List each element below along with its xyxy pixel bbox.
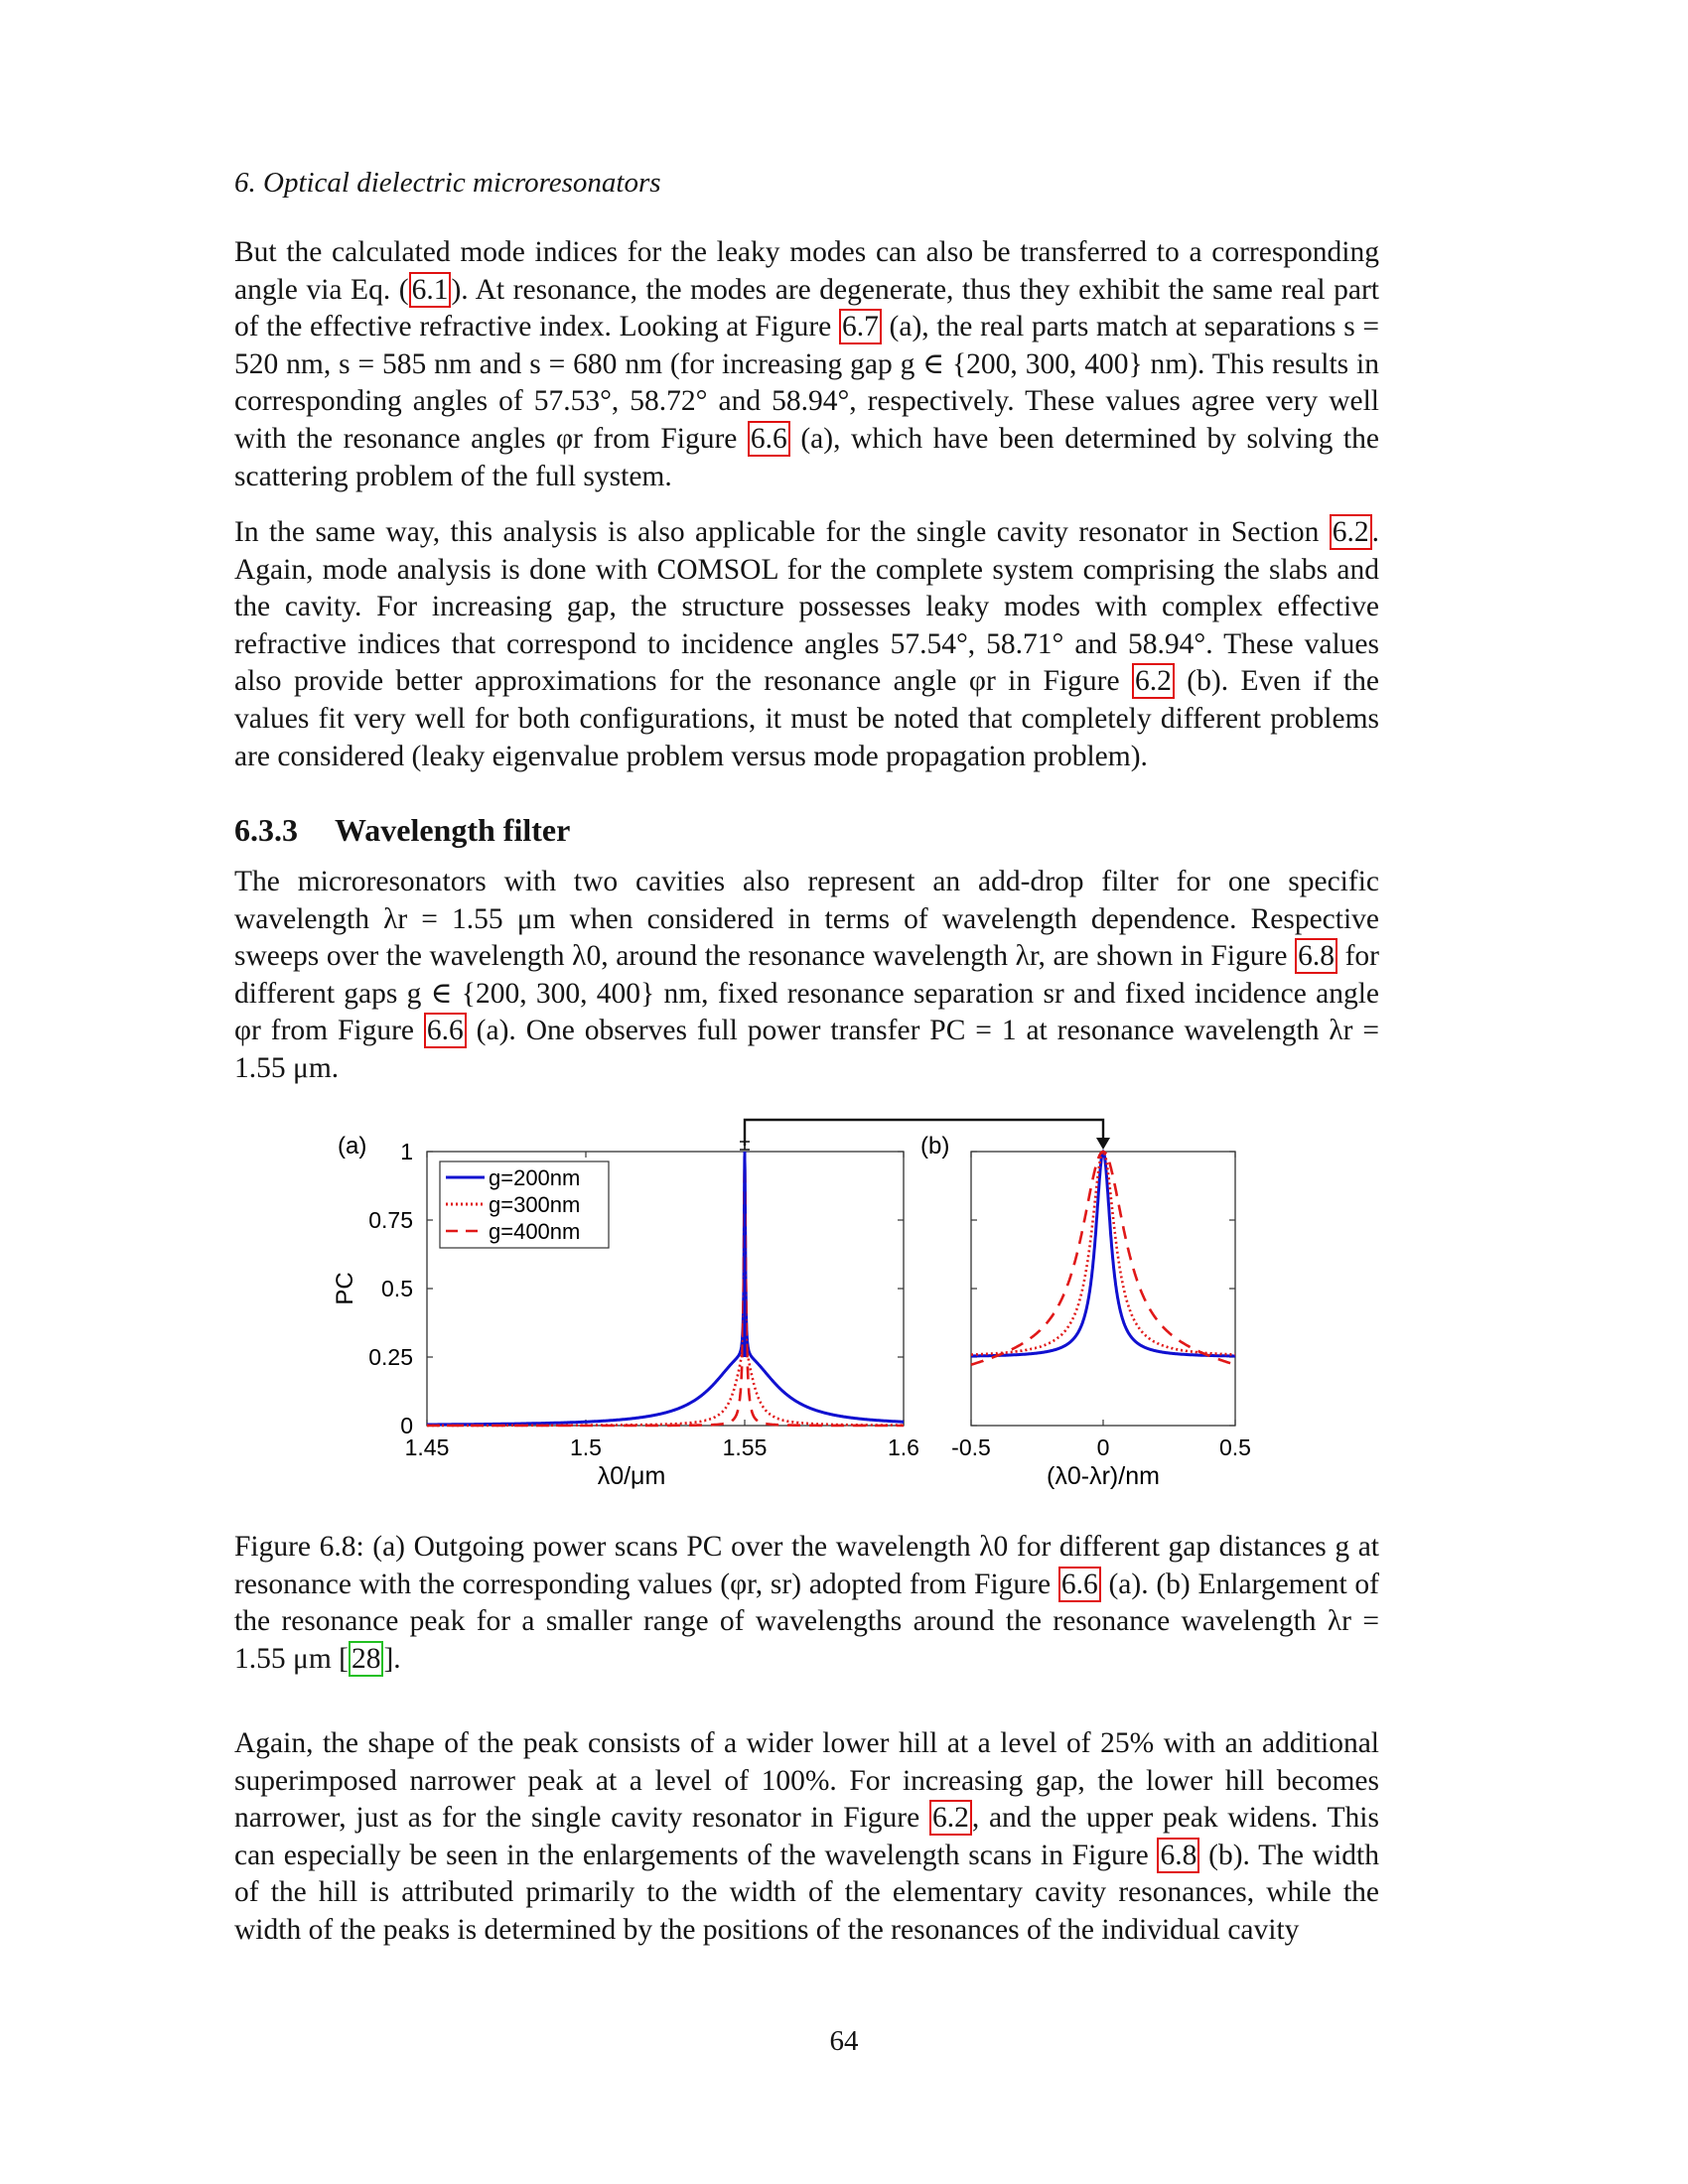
figure-link[interactable]: 6.6 — [424, 1013, 467, 1048]
section-number: 6.3.3 — [234, 812, 298, 848]
y-tick-label: 0.5 — [381, 1276, 413, 1301]
series-line-g=200nm — [971, 1152, 1235, 1356]
y-tick-label: 0.75 — [368, 1207, 413, 1233]
panel-b-frame — [971, 1152, 1235, 1426]
x-tick-label: 1.5 — [570, 1434, 602, 1460]
zoom-bracket — [740, 1142, 750, 1150]
x-tick-label: 1.55 — [722, 1434, 768, 1460]
paragraph-4: Again, the shape of the peak consists of a wider lower hill at a level of 25% with an additional superimposed narrower peak at a level of 100%. For increasing gap, the lower hill becomes narrower, just as for the single cavity resonator in Figure 6.2 , and the upper peak widens. This can especially be seen in the enlargements of the wavelength scans in Figure 6.8 (b). The width of the hill is attributed primarily to the width of the elementary cavity resonances, while the width of the peaks is determined by the positions of the resonances of the individual cavity — [234, 1727, 1379, 1946]
legend-label: g=200nm — [489, 1165, 581, 1190]
series-line-g=400nm — [971, 1152, 1235, 1365]
equation-link[interactable]: 6.1 — [409, 272, 452, 308]
legend-label: g=300nm — [489, 1192, 581, 1217]
legend — [440, 1161, 609, 1248]
figure-link[interactable]: 6.2 — [1132, 663, 1175, 699]
panel-b-label: (b) — [920, 1133, 950, 1160]
section-link[interactable]: 6.2 — [1330, 514, 1372, 550]
x-tick-label: -0.5 — [951, 1434, 991, 1460]
figure-link[interactable]: 6.8 — [1295, 938, 1337, 974]
x-tick-label: 1.6 — [888, 1434, 919, 1460]
figure-link[interactable]: 6.6 — [748, 421, 790, 457]
y-tick-label: 1 — [400, 1139, 413, 1164]
y-tick-label: 0 — [400, 1413, 413, 1438]
panel-a-label: (a) — [338, 1133, 367, 1160]
page-number: 64 — [829, 2025, 859, 2057]
figure-link[interactable]: 6.7 — [839, 309, 882, 344]
paragraph-3: The microresonators with two cavities also represent an add-drop filter for one specific wavelength λr = 1.55 μm when considered in terms of wavelength dependence. Respective sweeps over the wavelength λ0, around the resonance wavelength λr, are shown in Figure 6.8 for different gaps g ∈ {200, 300, 400} nm, fixed resonance separation sr and fixed incidence angle φr from Figure 6.6 (a). One observes full power transfer PC = 1 at resonance wavelength λr = 1.55 μm. — [234, 866, 1379, 1084]
x-tick-label: 0 — [1096, 1434, 1110, 1460]
paragraph-2: In the same way, this analysis is also applicable for the single cavity resonator in Section 6.2 . Again, mode analysis is done with COMSOL for the complete system comprising the slabs and the cavity. For increasing gap, the structure possesses leaky modes with complex effective refractive indices that correspond to incidence angles 57.54°, 58.71° and 58.94°. These values also provide better approximations for the resonance angle φr in Figure 6.2 (b). Even if the values fit very well for both configurations, it must be noted that completely different problems are considered (leaky eigenvalue problem versus mode propagation problem). — [234, 516, 1379, 772]
citation-link[interactable]: 28 — [349, 1641, 384, 1677]
figure-link[interactable]: 6.2 — [929, 1800, 972, 1836]
section-title: Wavelength filter — [335, 812, 571, 848]
panel-a-ylabel: PC — [332, 1272, 358, 1305]
series-line-g=300nm — [971, 1152, 1235, 1355]
connector-arrowhead — [1096, 1138, 1110, 1150]
x-tick-label: 1.45 — [404, 1434, 450, 1460]
running-header: 6. Optical dielectric microresonators — [234, 167, 661, 199]
y-tick-label: 0.25 — [368, 1344, 413, 1370]
x-tick-label: 0.5 — [1219, 1434, 1251, 1460]
figure-link[interactable]: 6.8 — [1157, 1838, 1199, 1873]
figure-caption: Figure 6.8: (a) Outgoing power scans PC over the wavelength λ0 for different gap distances g at resonance with the corresponding values (φr, sr) adopted from Figure 6.6 (a). (b) Enlargement of the resonance peak for a smaller range of wavelengths around the resonance wavelength λr = 1.55 μm [ 28 ]. — [234, 1531, 1379, 1675]
panel-b-xlabel: (λ0-λr)/nm — [1047, 1462, 1160, 1490]
panel-a-xlabel: λ0/μm — [597, 1462, 666, 1490]
legend-label: g=400nm — [489, 1219, 581, 1244]
figure-6-8 — [0, 1102, 1688, 1509]
paragraph-1: But the calculated mode indices for the leaky modes can also be transferred to a corresponding angle via Eq. ( 6.1 ). At resonance, the modes are degenerate, thus they exhibit the same real part of the effective refractive index. Looking at Figure 6.7 (a), the real parts match at separations s = 520 nm, s = 585 nm and s = 680 nm (for increasing gap g ∈ {200, 300, 400} nm). This results in corresponding angles of 57.53°, 58.72° and 58.94°, respectively. These values agree very well with the resonance angles φr from Figure 6.6 (a), which have been determined by solving the scattering problem of the full system. — [234, 236, 1380, 492]
figure-link[interactable]: 6.6 — [1058, 1567, 1101, 1602]
section-heading — [234, 812, 570, 849]
